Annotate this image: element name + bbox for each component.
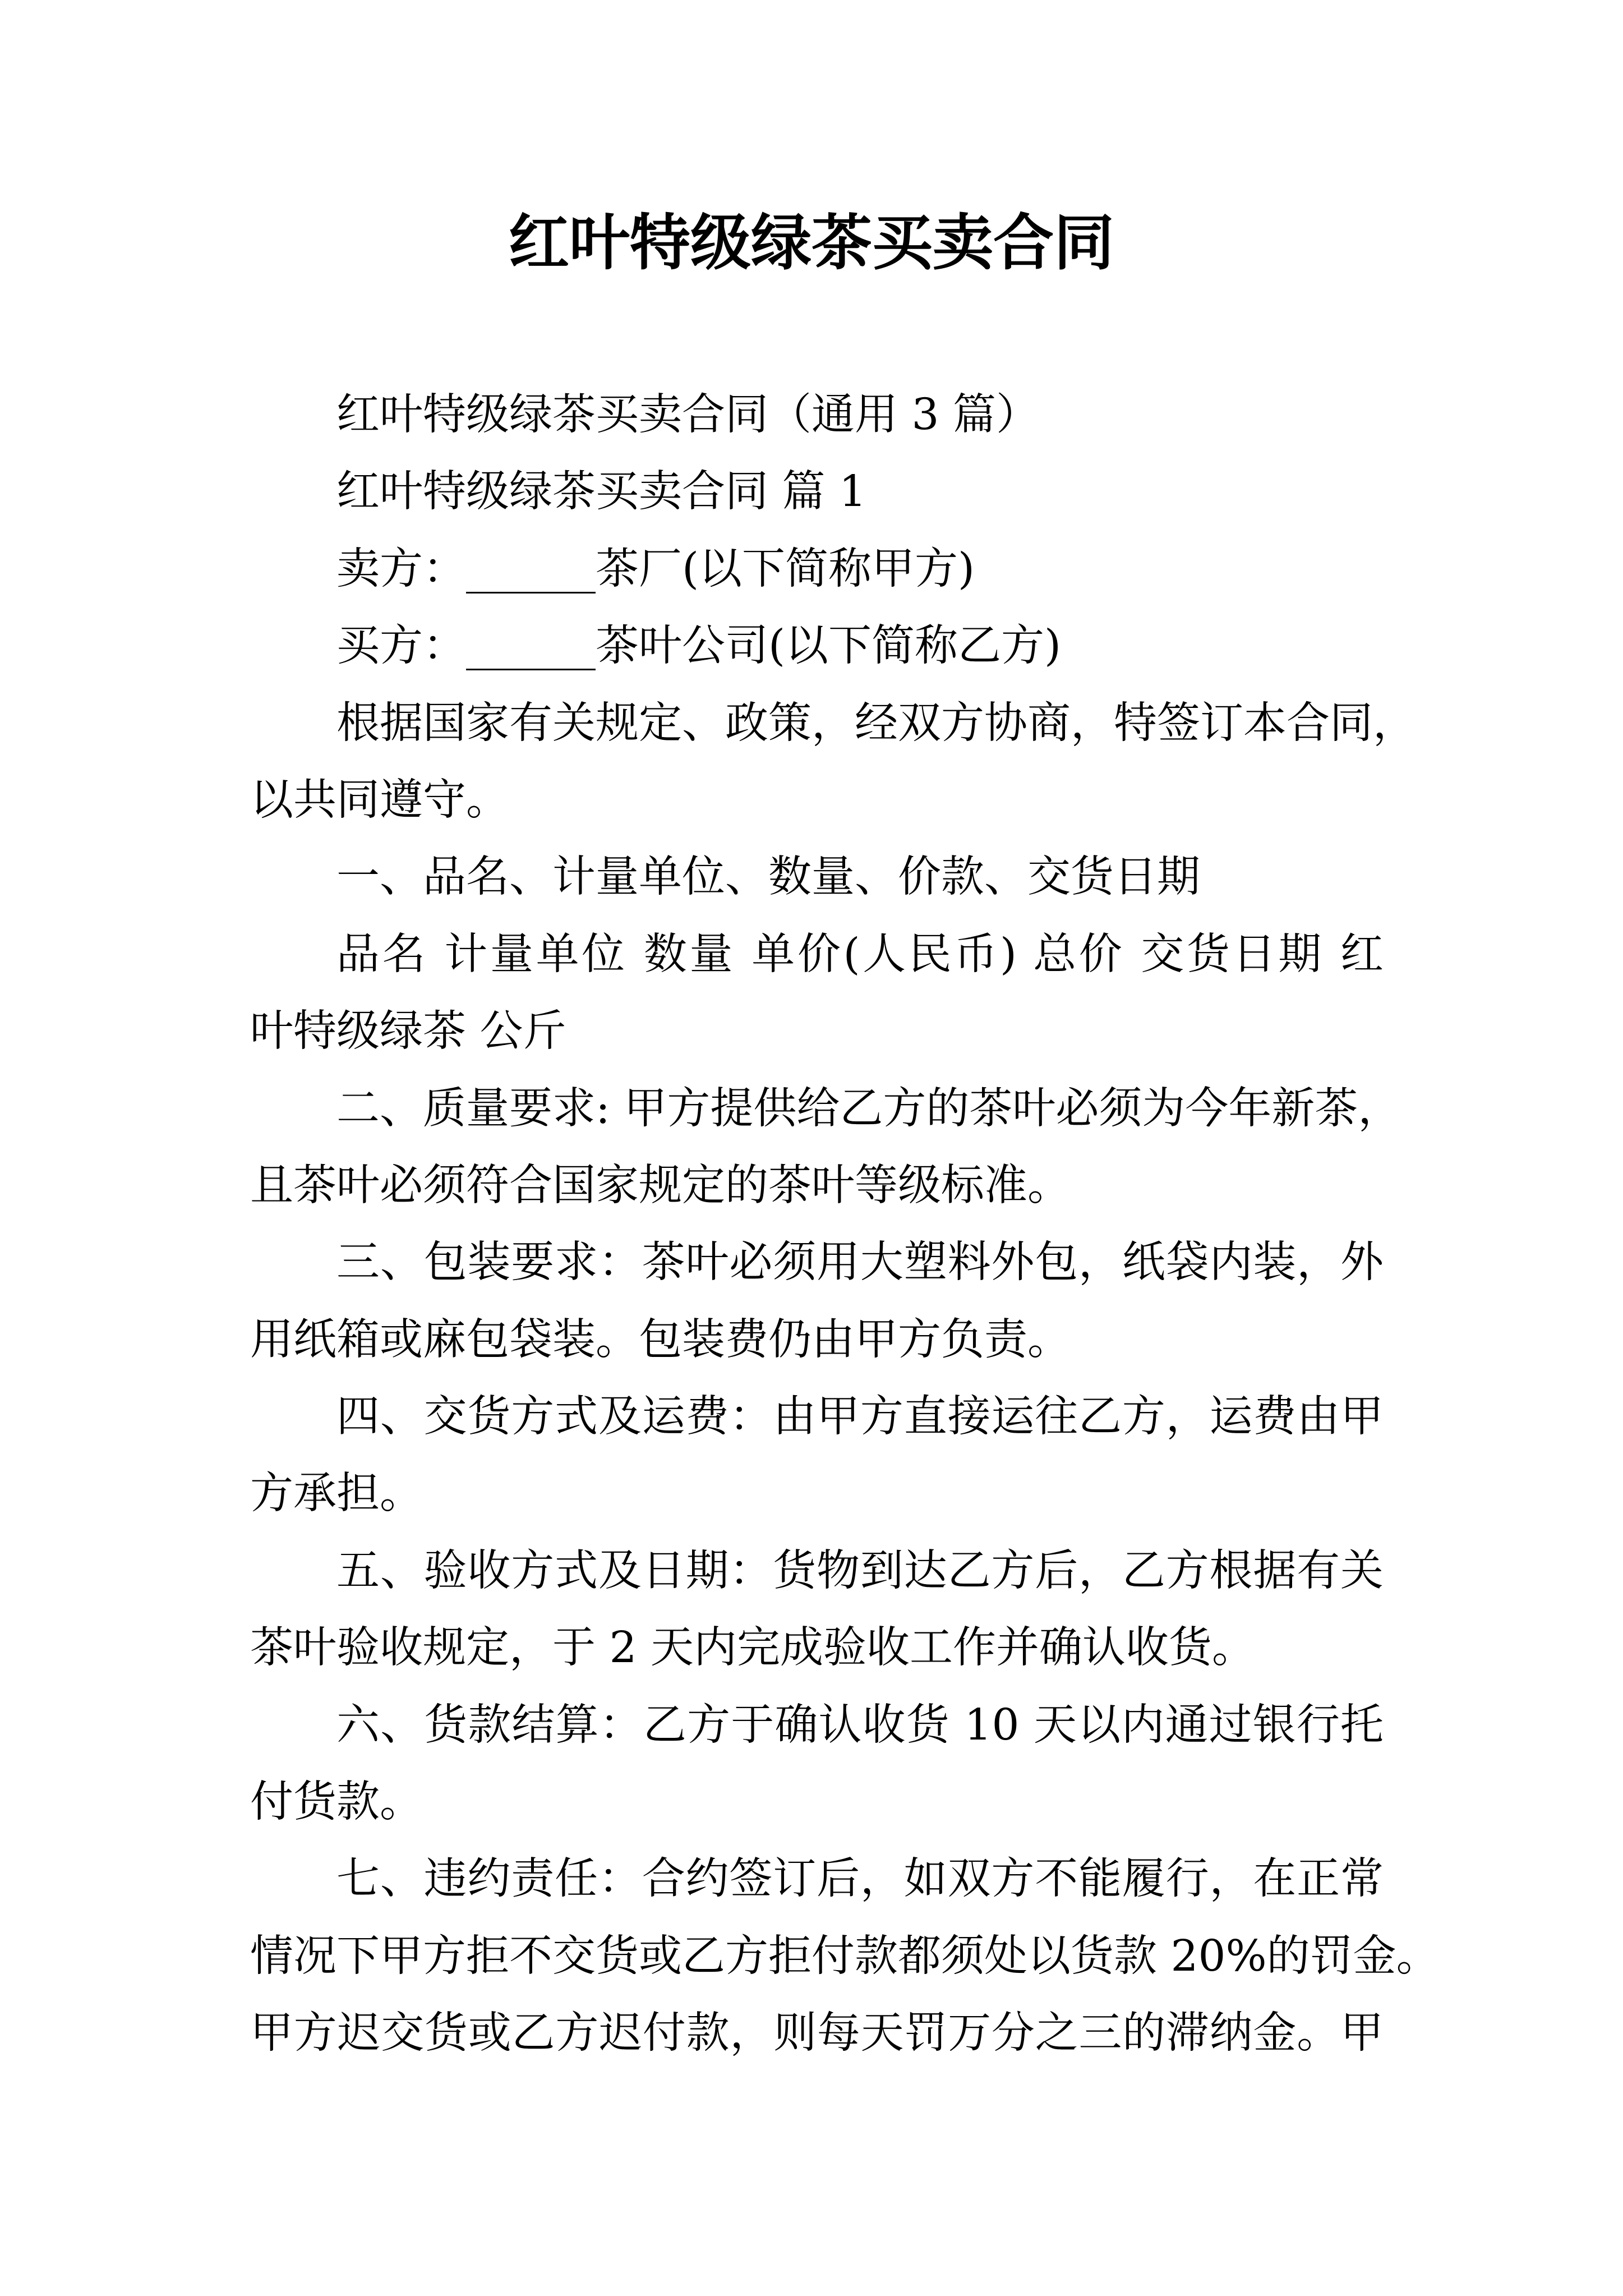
paragraph-line: 甲方迟交货或乙方迟付款，则每天罚万分之三的滞纳金。甲: [250, 2008, 1384, 2059]
paragraph-line: 品名 计量单位 数量 单价(人民币) 总价 交货日期 红: [336, 929, 1384, 979]
paragraph-preamble: [250, 685, 1416, 839]
paragraph-clause-3: [250, 1224, 1384, 1378]
paragraph-line: 七、违约责任：合约签订后，如双方不能履行，在正常: [336, 1854, 1384, 1904]
paragraph-line: 以共同遵守。: [250, 775, 509, 825]
paragraph-line: 用纸箱或麻包袋装。包装费仍由甲方负责。: [250, 1314, 1071, 1365]
document-body: [250, 376, 1440, 2072]
paragraph-line: 四、交货方式及运费：由甲方直接运往乙方，运费由甲: [336, 1392, 1384, 1442]
paragraph-line: 根据国家有关规定、政策，经双方协商，特签订本合同，: [336, 698, 1416, 748]
paragraph-clause-4: [250, 1378, 1384, 1533]
paragraph-line: 且茶叶必须符合国家规定的茶叶等级标准。: [250, 1160, 1071, 1211]
paragraph-clause-5: [250, 1533, 1384, 1687]
paragraph-heading: [250, 453, 1384, 530]
paragraph-line: 红叶特级绿茶买卖合同 篇 1: [336, 467, 866, 517]
paragraph-line: 方承担。: [250, 1469, 423, 1519]
paragraph-buyer: [250, 608, 1384, 684]
paragraph-line: 一、品名、计量单位、数量、价款、交货日期: [336, 852, 1200, 903]
paragraph-clause-7: [250, 1841, 1440, 2072]
paragraph-line: 茶叶验收规定，于 2 天内完成验收工作并确认收货。: [250, 1623, 1255, 1673]
paragraph-line: 五、验收方式及日期：货物到达乙方后，乙方根据有关: [336, 1545, 1384, 1596]
paragraph-line: 叶特级绿茶 公斤: [250, 1006, 566, 1057]
paragraph-line: 二、质量要求: 甲方提供给乙方的茶叶必须为今年新茶，: [336, 1083, 1401, 1134]
paragraph-line: 三、包装要求：茶叶必须用大塑料外包，纸袋内装，外: [336, 1237, 1384, 1288]
paragraph-line: 六、货款结算：乙方于确认收货 10 天以内通过银行托: [336, 1700, 1384, 1750]
paragraph-clause-2: [250, 1070, 1401, 1225]
paragraph-line: 红叶特级绿茶买卖合同（通用 3 篇）: [336, 390, 1039, 440]
paragraph-clause-1: [250, 839, 1384, 915]
paragraph-line: 付货款。: [250, 1777, 423, 1828]
paragraph-subtitle: [250, 376, 1384, 453]
paragraph-line: 卖方：______茶厂(以下简称甲方): [336, 544, 975, 594]
paragraph-clause-6: [250, 1687, 1384, 1841]
paragraph-line: 买方：______茶叶公司(以下简称乙方): [336, 621, 1062, 671]
paragraph-seller: [250, 531, 1384, 608]
paragraph-product-table: [250, 916, 1384, 1070]
document-title: 红叶特级绿茶买卖合同: [508, 208, 1114, 278]
paragraph-line: 情况下甲方拒不交货或乙方拒付款都须处以货款 20%的罚金。: [250, 1931, 1440, 1981]
